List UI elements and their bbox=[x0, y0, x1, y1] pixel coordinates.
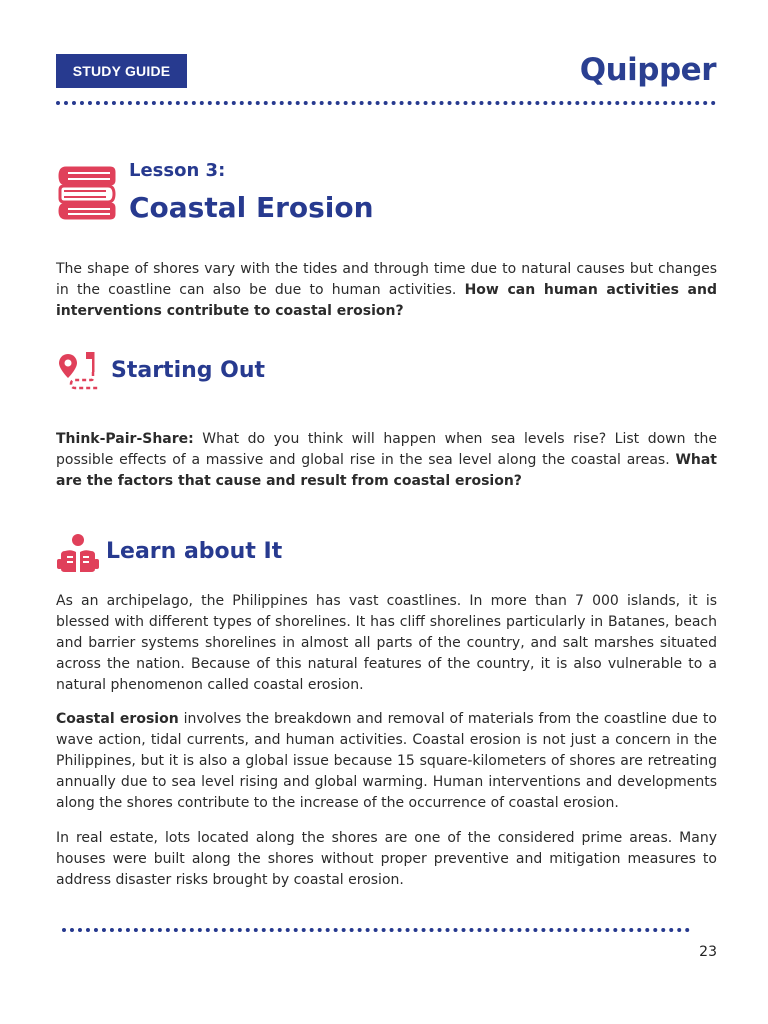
starting-out-heading: Starting Out bbox=[111, 358, 266, 383]
header-divider bbox=[56, 101, 716, 105]
lesson-title: Coastal Erosion bbox=[129, 191, 374, 224]
learn-paragraph-2: Coastal erosion involves the breakdown and removal of materials from the coastline due to wave action, tidal currents, and human activities. Coastal erosion is not just a concern in the Philippines, but it is also a global issue because 15 square-kilometers of shores are retreating annually due to sea level rising and global warming. Human interventions and developments along the shores contribute to the increase of the occurrence of coastal erosion. bbox=[56, 711, 717, 811]
reader-icon bbox=[56, 533, 100, 577]
starting-out-paragraph: Think-Pair-Share: What do you think will happen when sea levels rise? List down the possible effects of a massive and global rise in the sea level along the coastal areas. What are the factors that cause and result from coastal erosion? bbox=[56, 431, 717, 489]
map-route-icon bbox=[58, 350, 100, 392]
footer-divider bbox=[62, 928, 690, 932]
learn-paragraph-3: In real estate, lots located along the shores are one of the considered prime areas. Many houses were built along the shores without proper preventive and mitigation measures to address disaster risks brought by coastal erosion. bbox=[56, 830, 717, 888]
books-icon bbox=[56, 164, 118, 222]
study-guide-badge: STUDY GUIDE bbox=[56, 54, 187, 88]
quipper-logo: Quipper bbox=[579, 52, 716, 88]
learn-paragraph-1: As an archipelago, the Philippines has vast coastlines. In more than 7 000 islands, it is blessed with different types of shorelines. It has cliff shorelines particularly in Batanes, beach and barrier systems shorelines in almost all parts of the country, and salt marshes situated across the nation. Because of this natural features of the country, it is also vulnerable to a natural phenomenon called coastal erosion. bbox=[56, 593, 717, 693]
intro-question: How can human activities and interventions contribute to coastal erosion? bbox=[56, 282, 717, 319]
lesson-number: Lesson 3: bbox=[129, 160, 226, 181]
learn-about-it-heading: Learn about It bbox=[106, 539, 283, 564]
intro-paragraph: The shape of shores vary with the tides and through time due to natural causes but changes in the coastline can also be due to human activities. How can human activities and interventions contribute to coastal erosion? bbox=[56, 261, 717, 319]
page-number: 23 bbox=[699, 944, 717, 960]
